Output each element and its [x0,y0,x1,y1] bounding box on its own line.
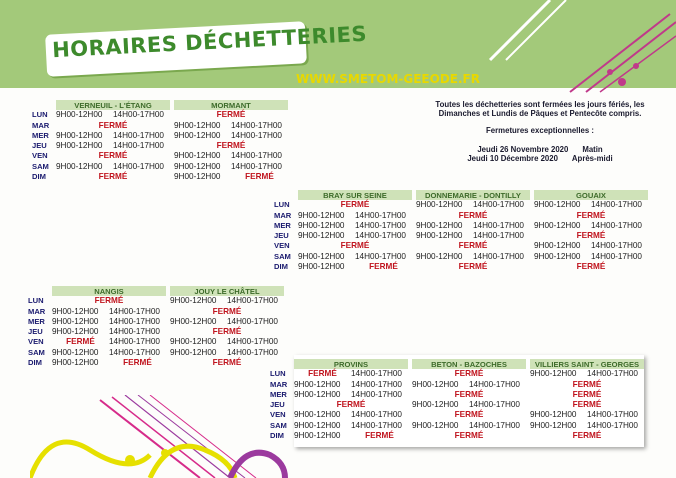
corner-cell [274,190,298,200]
closure-period: Matin [582,145,603,154]
day-label: LUN [32,110,48,120]
morning-hours: 9H00-12H00 [170,347,217,357]
site-name: VILLIERS SAINT - GEORGES [530,359,644,369]
site-header-row [270,359,644,369]
morning-hours: 9H00-12H00 [56,110,103,120]
hours-closed: FERMÉ [454,410,484,420]
morning-hours: 9H00-12H00 [174,172,221,182]
day-row [28,296,284,306]
hours-closed: FERMÉ [212,327,242,337]
morning-hours: 9H00-12H00 [294,410,341,420]
hours-closed: FERMÉ [94,296,124,306]
morning-hours: 9H00-12H00 [170,296,217,306]
day-label: MER [270,389,287,399]
day-row [274,252,648,262]
afternoon-hours: 14H00-17H00 [113,141,164,151]
closure-info [420,100,660,163]
afternoon-hours: 14H00-17H00 [227,337,278,347]
afternoon-hours: 14H00-17H00 [231,151,282,161]
hours-closed: FERMÉ [340,200,370,210]
afternoon-hours: 14H00-17H00 [109,337,160,347]
site-name: GOUAIX [534,190,648,200]
hours-closed: FERMÉ [216,141,246,151]
afternoon-hours: 14H00-17H00 [113,161,164,171]
page-title: HORAIRES DÉCHETTERIES [51,21,368,63]
day-row [28,327,284,337]
morning-hours: 9H00-12H00 [174,161,221,171]
afternoon-hours: 14H00-17H00 [591,200,642,210]
hours-closed: FERMÉ [98,151,128,161]
afternoon-hours: 14H00-17H00 [109,347,160,357]
corner-cell [28,286,52,296]
day-label: JEU [32,141,47,151]
morning-hours: 9H00-12H00 [530,410,577,420]
corner-cell [270,359,294,369]
afternoon-hours: 14H00-17H00 [587,410,638,420]
day-row [28,348,284,358]
afternoon-hours: 14H00-17H00 [351,379,402,389]
morning-hours: 9H00-12H00 [174,151,221,161]
day-row [32,141,288,151]
morning-hours: 9H00-12H00 [56,130,103,140]
morning-hours: 9H00-12H00 [412,379,459,389]
schedule-group-1 [32,100,288,182]
swirl-decoration [30,395,290,478]
hours-closed: FERMÉ [576,210,606,220]
morning-hours: 9H00-12H00 [298,220,345,230]
hours-closed: FERMÉ [454,369,484,379]
closure-date: Jeudi 10 Décembre 2020 [467,154,558,163]
day-label: LUN [274,200,290,210]
closure-row [420,154,660,163]
afternoon-hours: 14H00-17H00 [351,420,402,430]
hours-closed: FERMÉ [340,241,370,251]
hours-closed: FERMÉ [216,110,246,120]
day-row [274,200,648,210]
morning-hours: 9H00-12H00 [534,241,581,251]
morning-hours: 9H00-12H00 [534,251,581,261]
afternoon-hours: 14H00-17H00 [109,316,160,326]
day-row [32,151,288,161]
day-label: DIM [274,262,288,272]
day-row [270,410,644,420]
day-label: SAM [270,420,287,430]
morning-hours: 9H00-12H00 [416,220,463,230]
afternoon-hours: 14H00-17H00 [473,220,524,230]
morning-hours: 9H00-12H00 [52,347,99,357]
afternoon-hours: 14H00-17H00 [231,120,282,130]
morning-hours: 9H00-12H00 [412,400,459,410]
schedule-group-4 [270,359,644,441]
morning-hours: 9H00-12H00 [298,210,345,220]
hours-closed: FERMÉ [576,262,606,272]
day-label: MER [28,316,45,326]
afternoon-hours: 14H00-17H00 [113,130,164,140]
hours-closed: FERMÉ [245,172,274,182]
site-header-row [274,190,648,200]
day-label: MAR [32,120,50,130]
afternoon-hours: 14H00-17H00 [109,306,160,316]
day-row [270,390,644,400]
day-label: VEN [32,151,48,161]
day-row [274,231,648,241]
hours-closed: FERMÉ [365,431,394,441]
morning-hours: 9H00-12H00 [298,231,345,241]
day-row [32,172,288,182]
day-label: SAM [274,251,291,261]
day-label: VEN [270,410,286,420]
day-row [28,337,284,347]
hours-closed: FERMÉ [212,306,242,316]
morning-hours: 9H00-12H00 [52,358,99,368]
afternoon-hours: 14H00-17H00 [109,327,160,337]
hours-closed: FERMÉ [369,262,398,272]
day-label: SAM [28,347,45,357]
site-name: VERNEUIL - L'ÉTANG [56,100,170,110]
day-row [274,221,648,231]
day-label: MAR [274,210,292,220]
day-row [270,400,644,410]
day-row [32,121,288,131]
day-label: MER [274,220,291,230]
day-label: MER [32,130,49,140]
closure-period: Après-midi [571,154,613,163]
day-label: SAM [32,161,49,171]
hours-closed: FERMÉ [458,210,488,220]
hours-closed: FERMÉ [98,120,128,130]
day-label: VEN [28,337,44,347]
morning-hours: 9H00-12H00 [52,327,99,337]
site-header-row [28,286,284,296]
morning-hours: 9H00-12H00 [412,420,459,430]
site-name: NANGIS [52,286,166,296]
day-label: LUN [270,369,286,379]
day-row [274,262,648,272]
afternoon-hours: 14H00-17H00 [473,251,524,261]
afternoon-hours: 14H00-17H00 [355,210,406,220]
afternoon-hours: 14H00-17H00 [355,251,406,261]
day-label: VEN [274,241,290,251]
website-url[interactable]: WWW.SMETOM-GEEODE.FR [296,72,480,86]
afternoon-hours: 14H00-17H00 [227,316,278,326]
morning-hours: 9H00-12H00 [530,369,577,379]
morning-hours: 9H00-12H00 [174,130,221,140]
afternoon-hours: 14H00-17H00 [591,251,642,261]
morning-hours: 9H00-12H00 [174,120,221,130]
day-label: MAR [270,379,288,389]
day-row [32,110,288,120]
morning-hours: 9H00-12H00 [530,420,577,430]
hours-closed: FERMÉ [336,400,366,410]
day-row [274,211,648,221]
morning-hours: 9H00-12H00 [56,161,103,171]
afternoon-hours: 14H00-17H00 [469,400,520,410]
site-name: MORMANT [174,100,288,110]
day-label: JEU [274,231,289,241]
hours-closed: FERMÉ [454,431,484,441]
morning-hours: 9H00-12H00 [170,337,217,347]
day-row [32,131,288,141]
day-row [28,307,284,317]
morning-hours: 9H00-12H00 [298,262,345,272]
morning-hours: 9H00-12H00 [534,220,581,230]
morning-hours: 9H00-12H00 [52,316,99,326]
afternoon-hours: 14H00-17H00 [351,410,402,420]
site-name: DONNEMARIE - DONTILLY [416,190,530,200]
morning-hours: 9H00-12H00 [294,431,341,441]
afternoon-hours: 14H00-17H00 [355,220,406,230]
afternoon-hours: 14H00-17H00 [227,347,278,357]
schedule-group-3 [28,286,284,368]
corner-cell [32,100,56,110]
day-row [32,162,288,172]
day-label: JEU [28,327,43,337]
site-name: BETON - BAZOCHES [412,359,526,369]
hours-closed: FERMÉ [572,431,602,441]
afternoon-hours: 14H00-17H00 [587,369,638,379]
day-row [270,431,644,441]
hours-closed: FERMÉ [576,231,606,241]
afternoon-hours: 14H00-17H00 [469,379,520,389]
morning-hours: 9H00-12H00 [52,306,99,316]
morning-hours: 9H00-12H00 [56,141,103,151]
day-row [274,241,648,251]
afternoon-hours: 14H00-17H00 [591,241,642,251]
day-row [270,369,644,379]
site-header-row [32,100,288,110]
morning-hours: 9H00-12H00 [534,200,581,210]
day-row [28,358,284,368]
site-name: BRAY SUR SEINE [298,190,412,200]
afternoon-hours: 14H00-17H00 [469,420,520,430]
day-row [270,421,644,431]
closure-row [420,145,660,154]
hours-closed: FERMÉ [212,358,242,368]
closure-date: Jeudi 26 Novembre 2020 [477,145,569,154]
hours-closed: FERMÉ [123,358,152,368]
banner-stripes-decoration [470,0,676,95]
afternoon-hours: 14H00-17H00 [351,389,402,399]
morning-hours: 9H00-12H00 [294,389,341,399]
hours-closed: FERMÉ [66,337,95,347]
afternoon-hours: 14H00-17H00 [231,130,282,140]
info-line-1: Toutes les déchetteries sont fermées les jours fériés, les [435,100,645,109]
morning-hours: 9H00-12H00 [294,420,341,430]
morning-hours: 9H00-12H00 [416,200,463,210]
afternoon-hours: 14H00-17H00 [587,420,638,430]
day-row [270,380,644,390]
day-label: DIM [28,358,42,368]
afternoon-hours: 14H00-17H00 [113,110,164,120]
hours-closed: FERMÉ [458,262,488,272]
day-label: LUN [28,296,44,306]
hours-closed: FERMÉ [572,389,602,399]
morning-hours: 9H00-12H00 [298,251,345,261]
day-label: MAR [28,306,46,316]
afternoon-hours: 14H00-17H00 [231,161,282,171]
hours-closed: FERMÉ [308,369,337,379]
hours-closed: FERMÉ [572,400,602,410]
afternoon-hours: 14H00-17H00 [351,369,402,379]
info-line-2: Dimanches et Lundis de Pâques et Pentecôte compris. [438,109,642,118]
day-label: JEU [270,400,285,410]
hours-closed: FERMÉ [98,172,128,182]
site-name: JOUY LE CHÂTEL [170,286,284,296]
hours-closed: FERMÉ [454,389,484,399]
afternoon-hours: 14H00-17H00 [355,231,406,241]
afternoon-hours: 14H00-17H00 [591,220,642,230]
hours-closed: FERMÉ [458,241,488,251]
exceptional-closures-title: Fermetures exceptionnelles : [486,126,594,135]
morning-hours: 9H00-12H00 [294,379,341,389]
day-label: DIM [32,172,46,182]
afternoon-hours: 14H00-17H00 [227,296,278,306]
morning-hours: 9H00-12H00 [416,251,463,261]
afternoon-hours: 14H00-17H00 [473,200,524,210]
afternoon-hours: 14H00-17H00 [473,231,524,241]
morning-hours: 9H00-12H00 [170,316,217,326]
site-name: PROVINS [294,359,408,369]
day-row [28,317,284,327]
schedule-group-2 [274,190,648,272]
hours-closed: FERMÉ [572,379,602,389]
day-label: DIM [270,431,284,441]
morning-hours: 9H00-12H00 [416,231,463,241]
